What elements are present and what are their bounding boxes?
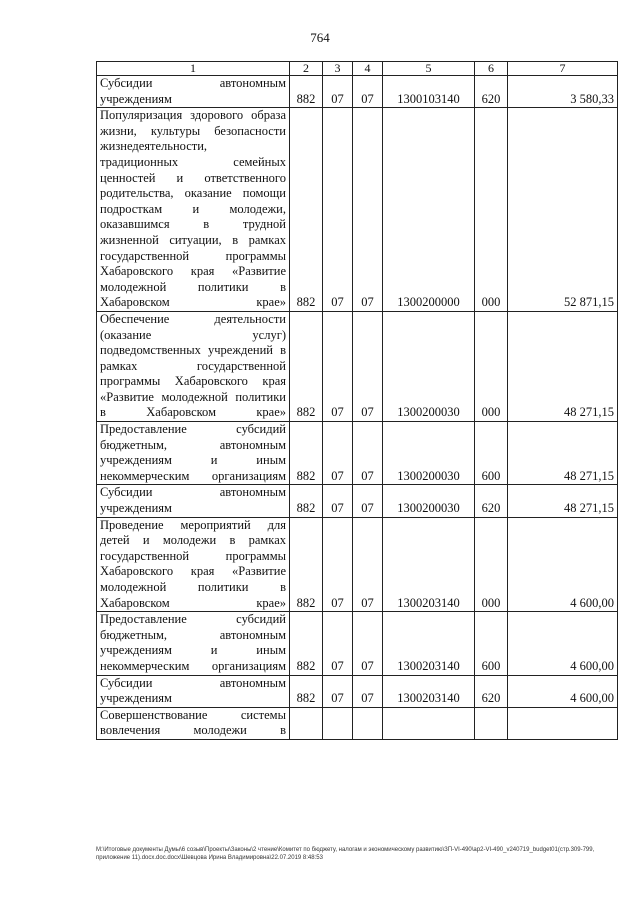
row-admin-code: 882 xyxy=(290,517,323,612)
row-target-article: 1300103140 xyxy=(383,76,475,108)
row-expense-type: 000 xyxy=(475,311,508,421)
table-row xyxy=(97,422,618,485)
row-expense-type: 620 xyxy=(475,675,508,707)
row-expense-type: 600 xyxy=(475,422,508,485)
row-name: Популяризация здорового образа жизни, культуры безопасности жизнедеятельности, традиционных семейных ценностей и ответственного родительства, оказание помощи подросткам и молодежи, оказавшимся в трудной жизненной ситуации, в рамках государственной программы Хабаровского края «Развитие молодежной политики в Хабаровском крае» xyxy=(97,108,290,312)
row-subsection xyxy=(353,707,383,739)
header-row xyxy=(97,62,618,76)
row-target-article: 1300203140 xyxy=(383,517,475,612)
row-section: 07 xyxy=(323,675,353,707)
budget-table xyxy=(96,61,618,740)
row-subsection: 07 xyxy=(353,108,383,312)
row-admin-code: 882 xyxy=(290,485,323,517)
row-amount: 4 600,00 xyxy=(508,675,618,707)
row-name: Субсидии автономным учреждениям xyxy=(97,675,290,707)
row-amount: 48 271,15 xyxy=(508,485,618,517)
table-row xyxy=(97,311,618,421)
row-amount: 4 600,00 xyxy=(508,612,618,675)
row-admin-code xyxy=(290,707,323,739)
col-header-4: 4 xyxy=(353,62,383,76)
row-subsection: 07 xyxy=(353,675,383,707)
row-target-article: 1300200030 xyxy=(383,422,475,485)
row-name: Субсидии автономным учреждениям xyxy=(97,76,290,108)
row-amount: 48 271,15 xyxy=(508,422,618,485)
row-section: 07 xyxy=(323,311,353,421)
row-subsection: 07 xyxy=(353,612,383,675)
row-subsection: 07 xyxy=(353,517,383,612)
row-admin-code: 882 xyxy=(290,76,323,108)
table-row xyxy=(97,76,618,108)
row-amount xyxy=(508,707,618,739)
row-expense-type: 620 xyxy=(475,76,508,108)
row-expense-type: 000 xyxy=(475,517,508,612)
row-section: 07 xyxy=(323,517,353,612)
row-admin-code: 882 xyxy=(290,675,323,707)
row-expense-type xyxy=(475,707,508,739)
row-expense-type: 620 xyxy=(475,485,508,517)
row-amount: 52 871,15 xyxy=(508,108,618,312)
row-name: Предоставление субсидий бюджетным, автономным учреждениям и иным некоммерческим организациям xyxy=(97,612,290,675)
col-header-3: 3 xyxy=(323,62,353,76)
row-amount: 4 600,00 xyxy=(508,517,618,612)
row-amount: 48 271,15 xyxy=(508,311,618,421)
table-row xyxy=(97,485,618,517)
row-section: 07 xyxy=(323,108,353,312)
col-header-5: 5 xyxy=(383,62,475,76)
row-admin-code: 882 xyxy=(290,422,323,485)
row-subsection: 07 xyxy=(353,76,383,108)
row-name: Обеспечение деятельности (оказание услуг) подведомственных учреждений в рамках государственной программы Хабаровского края «Развитие молодежной политики в Хабаровском крае» xyxy=(97,311,290,421)
row-subsection: 07 xyxy=(353,311,383,421)
row-target-article: 1300200030 xyxy=(383,311,475,421)
col-header-2: 2 xyxy=(290,62,323,76)
page-number: 764 xyxy=(310,30,330,45)
col-header-6: 6 xyxy=(475,62,508,76)
row-amount: 3 580,33 xyxy=(508,76,618,108)
col-header-1: 1 xyxy=(97,62,290,76)
document-path-footer: M:\Итоговые документы Думы\6 созыв\Проекты\Законы\2 чтение\Комитет по бюджету, налогам и экономическому развитию\ЗП-VI-490\ap2-VI-490_v240719_budget01(стр.309-799, приложение 11).docx.doc.docx\Шевцова Ирина Владимировна\22.07.2019 8:48:53 xyxy=(96,847,595,861)
row-section: 07 xyxy=(323,612,353,675)
row-admin-code: 882 xyxy=(290,108,323,312)
row-expense-type: 000 xyxy=(475,108,508,312)
row-target-article: 1300200000 xyxy=(383,108,475,312)
row-target-article: 1300203140 xyxy=(383,612,475,675)
table-row xyxy=(97,108,618,312)
row-admin-code: 882 xyxy=(290,612,323,675)
row-section: 07 xyxy=(323,76,353,108)
row-section xyxy=(323,707,353,739)
row-name: Предоставление субсидий бюджетным, автономным учреждениям и иным некоммерческим организациям xyxy=(97,422,290,485)
row-section: 07 xyxy=(323,422,353,485)
row-subsection: 07 xyxy=(353,485,383,517)
row-target-article: 1300203140 xyxy=(383,675,475,707)
row-name: Субсидии автономным учреждениям xyxy=(97,485,290,517)
table-row xyxy=(97,707,618,739)
row-target-article: 1300200030 xyxy=(383,485,475,517)
table-row xyxy=(97,517,618,612)
row-name: Проведение мероприятий для детей и молодежи в рамках государственной программы Хабаровского края «Развитие молодежной политики в Хабаровском крае» xyxy=(97,517,290,612)
table-row xyxy=(97,675,618,707)
row-subsection: 07 xyxy=(353,422,383,485)
row-name: Совершенствование системы вовлечения молодежи в xyxy=(97,707,290,739)
row-target-article xyxy=(383,707,475,739)
row-admin-code: 882 xyxy=(290,311,323,421)
col-header-7: 7 xyxy=(508,62,618,76)
row-expense-type: 600 xyxy=(475,612,508,675)
table-row xyxy=(97,612,618,675)
row-section: 07 xyxy=(323,485,353,517)
